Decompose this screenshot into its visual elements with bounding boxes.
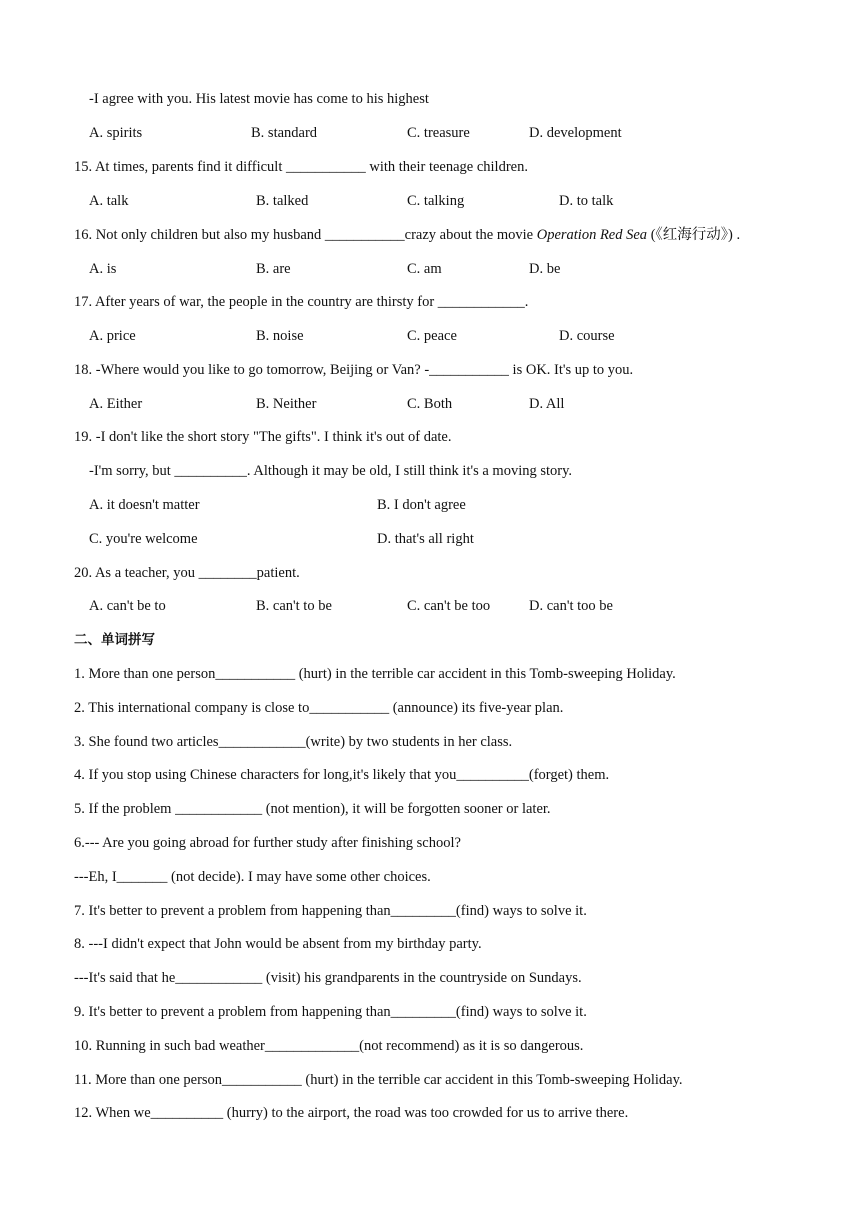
q14-response: -I agree with you. His latest movie has come to his highest (89, 91, 429, 107)
spelling-item: 5. If the problem ____________ (not mention), it will be forgotten sooner or later. (74, 801, 551, 817)
option-c: C. treasure (407, 125, 470, 141)
question-20: 20. As a teacher, you ________patient. (74, 565, 300, 581)
q18-options (0, 394, 860, 414)
q14-options (0, 123, 860, 143)
spelling-item: 9. It's better to prevent a problem from happening than_________(find) ways to solve it. (74, 1004, 587, 1020)
option-d: D. to talk (559, 193, 614, 209)
option-d: D. can't too be (529, 598, 613, 614)
spelling-item: 4. If you stop using Chinese characters for long,it's likely that you__________(forget) them. (74, 767, 610, 783)
question-15: 15. At times, parents find it difficult ___________ with their teenage children. (74, 159, 528, 175)
q16-options (0, 259, 860, 279)
option-d: D. be (529, 261, 561, 277)
option-a: A. talk (89, 193, 129, 209)
spelling-item: 10. Running in such bad weather_____________(not recommend) as it is so dangerous. (74, 1038, 584, 1054)
question-16: 16. Not only children but also my husband ___________crazy about the movie Operation Red Sea (《红海行动》) . (74, 227, 741, 243)
q19-options-row1 (0, 495, 860, 515)
option-d: D. All (529, 396, 565, 412)
option-b: B. talked (256, 193, 309, 209)
question-19: 19. -I don't like the short story "The gifts". I think it's out of date. (74, 429, 452, 445)
option-c: C. can't be too (407, 598, 491, 614)
q17-options (0, 326, 860, 346)
spelling-item: ---It's said that he____________ (visit) his grandparents in the countryside on Sundays. (74, 970, 582, 986)
q19-response: -I'm sorry, but __________. Although it may be old, I still think it's a moving story. (89, 463, 573, 479)
question-18: 18. -Where would you like to go tomorrow, Beijing or Van? -___________ is OK. It's up to you. (74, 362, 634, 378)
option-b: B. are (256, 261, 291, 277)
option-b: B. Neither (256, 396, 317, 412)
q20-options (0, 596, 860, 616)
option-c: C. talking (407, 193, 465, 209)
spelling-item: ---Eh, I_______ (not decide). I may have some other choices. (74, 869, 431, 885)
option-b: B. standard (251, 125, 318, 141)
option-b: B. I don't agree (377, 497, 466, 513)
option-a: A. Either (89, 396, 143, 412)
option-a: A. is (89, 261, 117, 277)
option-a: A. can't be to (89, 598, 166, 614)
spelling-item: 1. More than one person___________ (hurt) in the terrible car accident in this Tomb-sweeping Holiday. (74, 666, 676, 682)
spelling-item: 6.--- Are you going abroad for further study after finishing school? (74, 835, 461, 851)
spelling-item: 11. More than one person___________ (hurt) in the terrible car accident in this Tomb-sweeping Holiday. (74, 1072, 683, 1088)
option-a: A. spirits (89, 125, 143, 141)
spelling-item: 3. She found two articles____________(write) by two students in her class. (74, 734, 513, 750)
option-d: D. that's all right (377, 531, 474, 547)
option-d: D. course (559, 328, 615, 344)
option-a: A. price (89, 328, 136, 344)
option-c: C. am (407, 261, 442, 277)
spelling-item: 7. It's better to prevent a problem from happening than_________(find) ways to solve it. (74, 903, 587, 919)
section-heading: 二、单词拼写 (74, 632, 155, 648)
spelling-item: 2. This international company is close to___________ (announce) its five-year plan. (74, 700, 564, 716)
option-b: B. noise (256, 328, 304, 344)
option-c: C. peace (407, 328, 457, 344)
spelling-item: 12. When we__________ (hurry) to the airport, the road was too crowded for us to arrive there. (74, 1105, 629, 1121)
option-c: C. Both (407, 396, 453, 412)
q15-options (0, 191, 860, 211)
option-a: A. it doesn't matter (89, 497, 200, 513)
movie-title: Operation Red Sea (536, 227, 648, 243)
option-d: D. development (529, 125, 622, 141)
spelling-item: 8. ---I didn't expect that John would be absent from my birthday party. (74, 936, 482, 952)
option-c: C. you're welcome (89, 531, 198, 547)
q19-options-row2 (0, 529, 860, 549)
option-b: B. can't to be (256, 598, 332, 614)
question-17: 17. After years of war, the people in the country are thirsty for ____________. (74, 294, 529, 310)
